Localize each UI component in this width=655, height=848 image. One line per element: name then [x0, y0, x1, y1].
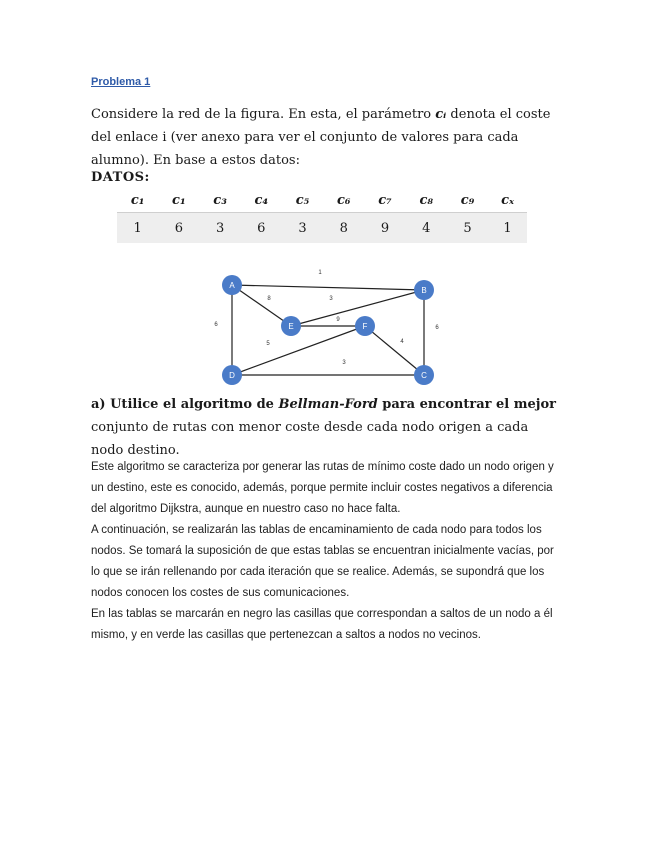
problem-statement [91, 103, 561, 172]
node-label: A [229, 281, 235, 290]
table-value-cell: 5 [447, 213, 488, 244]
table-header-row [117, 188, 527, 213]
edge-weight-label: 1 [318, 270, 322, 276]
edge-weight-label: 5 [266, 341, 270, 347]
table-header-cell: c₃ [199, 188, 240, 213]
table-header-cell: cₓ [488, 188, 527, 213]
section-a-rest: conjunto de rutas con menor coste desde cada nodo origen a cada nodo destino. [91, 420, 529, 458]
table-header-cell: c₅ [282, 188, 323, 213]
edge-weight-label: 6 [435, 325, 439, 331]
section-a-bold-rest: para encontrar el mejor [377, 397, 557, 412]
statement-text-1: Considere la red de la figura. En esta, el parámetro [91, 107, 436, 122]
paragraph-1: Este algoritmo se caracteriza por generar las rutas de mínimo coste dado un nodo origen y un destino, este es conocido, además, porque permite incluir costes negativos a diferencia del algoritmo Dijkstra, aunque en nuestro caso no hace falta. [91, 461, 554, 515]
edge-weight-label: 9 [336, 317, 340, 323]
table-header-cell: c₁ [117, 188, 158, 213]
table-header-cell: c₁ [158, 188, 199, 213]
node-label: F [362, 322, 368, 331]
section-a-lead: a) Utilice el algoritmo de [91, 397, 279, 412]
node-label: D [229, 371, 235, 380]
table-header-cell: c₉ [447, 188, 488, 213]
node-label: E [288, 322, 294, 331]
graph-edge-FC [365, 326, 424, 375]
node-label: C [421, 371, 427, 380]
paragraph-3: En las tablas se marcarán en negro las casillas que correspondan a saltos de un nodo a él mismo, y en verde las casillas que pertenezcan a saltos a nodos no vecinos. [91, 608, 553, 641]
node-label: B [421, 286, 427, 295]
network-graph [200, 265, 450, 385]
datos-label: DATOS: [91, 170, 150, 185]
explanation-text [91, 457, 561, 646]
edge-weight-label: 3 [342, 360, 346, 366]
table-value-cell: 9 [364, 213, 405, 244]
edge-weight-label: 6 [214, 322, 218, 328]
cost-symbol: cᵢ [435, 107, 447, 122]
statement-text-2: denota el coste del enlace i (ver anexo para ver el conjunto de valores para cada alumno). En base a estos datos: [91, 107, 551, 168]
table-value-cell: 3 [199, 213, 240, 244]
graph-edge-DF [232, 326, 365, 375]
table-value-cell: 6 [158, 213, 199, 244]
edge-weight-label: 3 [329, 296, 333, 302]
graph-edge-AB [232, 285, 424, 290]
table-value-cell: 1 [117, 213, 158, 244]
table-value-cell: 8 [323, 213, 364, 244]
table-value-cell: 1 [488, 213, 527, 244]
table-value-cell: 4 [406, 213, 447, 244]
section-a-title [91, 393, 561, 462]
table-values-row [117, 213, 527, 244]
table-value-cell: 3 [282, 213, 323, 244]
edge-weight-label: 4 [400, 339, 404, 345]
table-header-cell: c₄ [241, 188, 282, 213]
table-header-cell: c₇ [364, 188, 405, 213]
edge-weight-label: 8 [267, 296, 271, 302]
paragraph-2: A continuación, se realizarán las tablas de encaminamiento de cada nodo para todos los nodos. Se tomará la suposición de que estas tablas se encuentran inicialmente vacías, por lo que se irán rellenando por cada iteración que se realice. Además, se supondrá que los nodos conocen los costes de sus comunicaciones. [91, 524, 554, 599]
section-a-method: Bellman-Ford [278, 397, 378, 412]
problem-heading: Problema 1 [91, 76, 151, 88]
table-value-cell: 6 [241, 213, 282, 244]
cost-values-table [117, 188, 527, 243]
table-header-cell: c₈ [406, 188, 447, 213]
graph-edge-AE [232, 285, 291, 326]
table-header-cell: c₆ [323, 188, 364, 213]
